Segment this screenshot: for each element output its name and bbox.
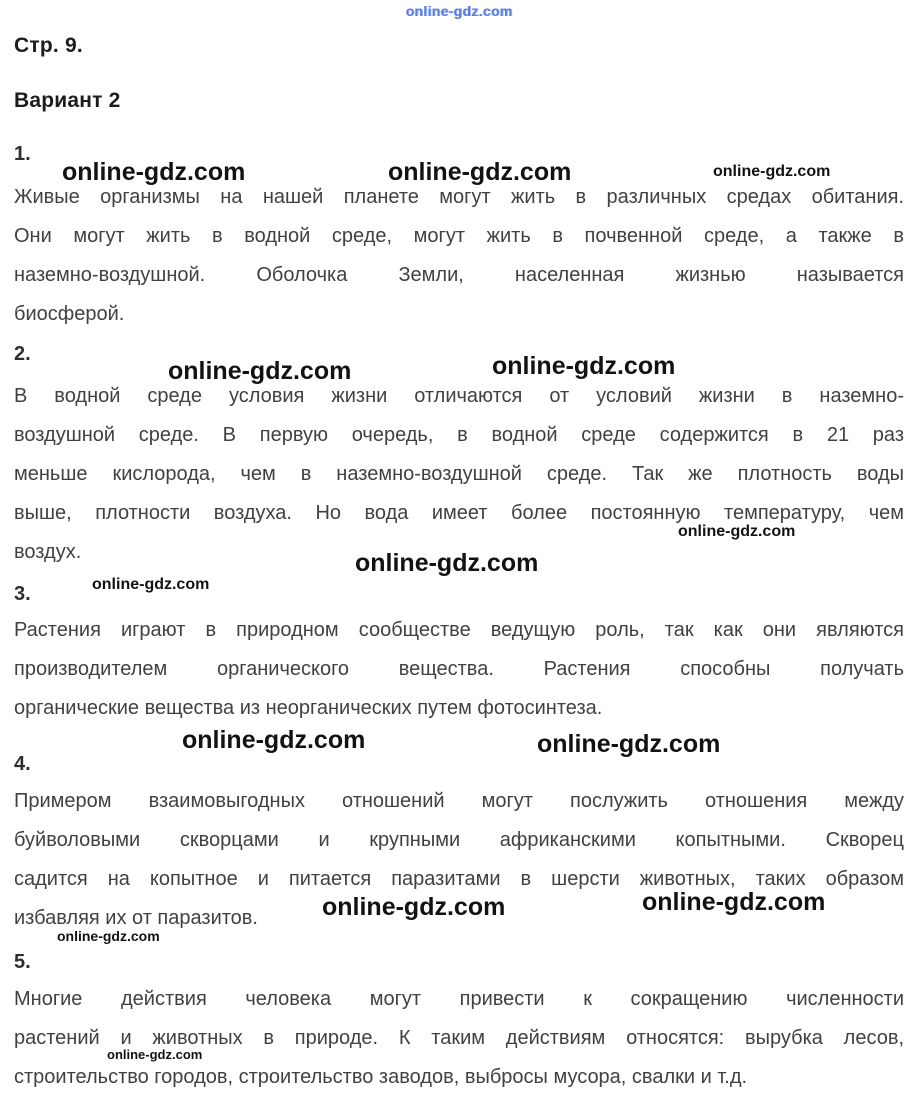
- watermark: online-gdz.com: [182, 726, 366, 754]
- answer-text-line: производителем органического вещества. Растения способны получать: [14, 658, 904, 680]
- watermark: online-gdz.com: [388, 158, 572, 186]
- answer-text-line: Примером взаимовыгодных отношений могут послужить отношения между: [14, 790, 904, 812]
- watermark: online-gdz.com: [322, 893, 506, 921]
- answer-text-line: Растения играют в природном сообществе ведущую роль, так как они являются: [14, 619, 904, 641]
- watermark: online-gdz.com: [537, 730, 721, 758]
- answer-1-number: 1.: [14, 143, 31, 165]
- answer-text-line: Многие действия человека могут привести к сокращению численности: [14, 988, 904, 1010]
- answer-5-number: 5.: [14, 951, 31, 973]
- answer-text-line: воздух.: [14, 541, 82, 563]
- watermark: online-gdz.com: [57, 928, 160, 944]
- answer-3-number: 3.: [14, 583, 31, 605]
- answer-text-line: наземно-воздушной. Оболочка Земли, населенная жизнью называется: [14, 264, 904, 286]
- answer-5-text: [14, 980, 904, 1097]
- answer-text-line: садится на копытное и питается паразитами в шерсти животных, таких образом: [14, 868, 904, 890]
- answer-text-line: В водной среде условия жизни отличаются от условий жизни в наземно-: [14, 385, 904, 407]
- answer-text-line: растений и животных в природе. К таким действиям относятся: вырубка лесов,: [14, 1027, 904, 1049]
- watermark: online-gdz.com: [168, 357, 352, 385]
- answer-text-line: избавляя их от паразитов.: [14, 907, 258, 929]
- watermark: online-gdz.com: [713, 163, 831, 180]
- answer-4-number: 4.: [14, 753, 31, 775]
- variant-title: Вариант 2: [14, 89, 121, 112]
- answer-text-line: выше, плотности воздуха. Но вода имеет более постоянную температуру, чем: [14, 502, 904, 524]
- answer-text-line: буйволовыми скворцами и крупными африканскими копытными. Скворец: [14, 829, 904, 851]
- watermark-top: online-gdz.com: [405, 3, 513, 19]
- watermark: online-gdz.com: [92, 576, 210, 593]
- watermark: online-gdz.com: [492, 352, 676, 380]
- answer-1-text: [14, 178, 904, 334]
- answer-text-line: меньше кислорода, чем в наземно-воздушной среде. Так же плотность воды: [14, 463, 904, 485]
- answer-text-line: воздушной среде. В первую очередь, в водной среде содержится в 21 раз: [14, 424, 904, 446]
- page-number-label: Стр. 9.: [14, 34, 83, 57]
- watermark: online-gdz.com: [107, 1047, 203, 1062]
- answer-text-line: Они могут жить в водной среде, могут жить в почвенной среде, а также в: [14, 225, 904, 247]
- answer-2-text: [14, 377, 904, 572]
- answer-text-line: Живые организмы на нашей планете могут жить в различных средах обитания.: [14, 186, 904, 208]
- watermark: online-gdz.com: [678, 523, 796, 540]
- answer-text-line: биосферой.: [14, 303, 125, 325]
- answer-3-text: [14, 611, 904, 728]
- answer-2-number: 2.: [14, 343, 31, 365]
- answer-text-line: органические вещества из неорганических путем фотосинтеза.: [14, 697, 603, 719]
- watermark: online-gdz.com: [355, 549, 539, 577]
- watermark: online-gdz.com: [62, 158, 246, 186]
- answer-text-line: строительство городов, строительство заводов, выбросы мусора, свалки и т.д.: [14, 1066, 748, 1088]
- watermark: online-gdz.com: [642, 888, 826, 916]
